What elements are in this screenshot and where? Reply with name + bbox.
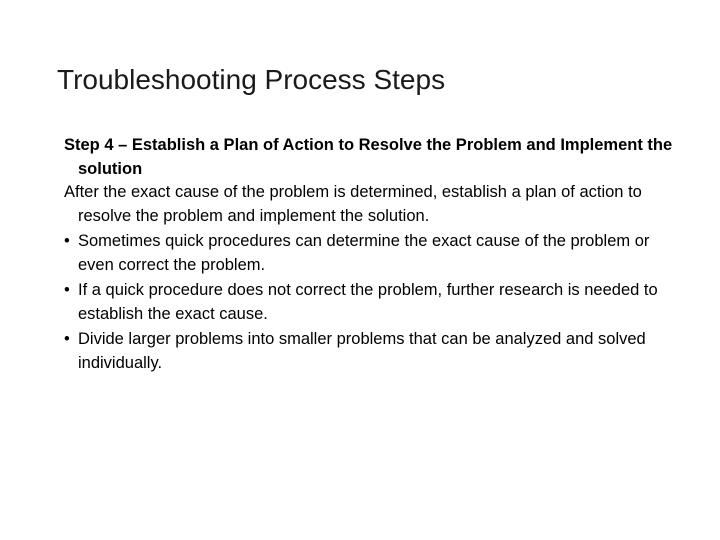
bullet-icon: • — [64, 232, 70, 250]
bullet-icon: • — [64, 281, 70, 299]
step-heading: Step 4 – Establish a Plan of Action to Resolve the Problem and Implement the solution — [64, 136, 673, 178]
bullet-item — [64, 279, 688, 326]
bullet-text: Sometimes quick procedures can determine the exact cause of the problem or even correct the problem. — [78, 232, 650, 274]
bullet-icon: • — [64, 330, 70, 348]
slide-title: Troubleshooting Process Steps — [57, 64, 446, 95]
intro-paragraph: After the exact cause of the problem is determined, establish a plan of action to resolve the problem and implement the solution. — [64, 183, 642, 225]
bullet-text: If a quick procedure does not correct the problem, further research is needed to establish the exact cause. — [78, 281, 658, 323]
bullet-text: Divide larger problems into smaller problems that can be analyzed and solved individually. — [78, 330, 646, 372]
bullet-item — [64, 230, 688, 277]
bullet-item — [64, 328, 688, 375]
slide-body — [64, 134, 688, 375]
